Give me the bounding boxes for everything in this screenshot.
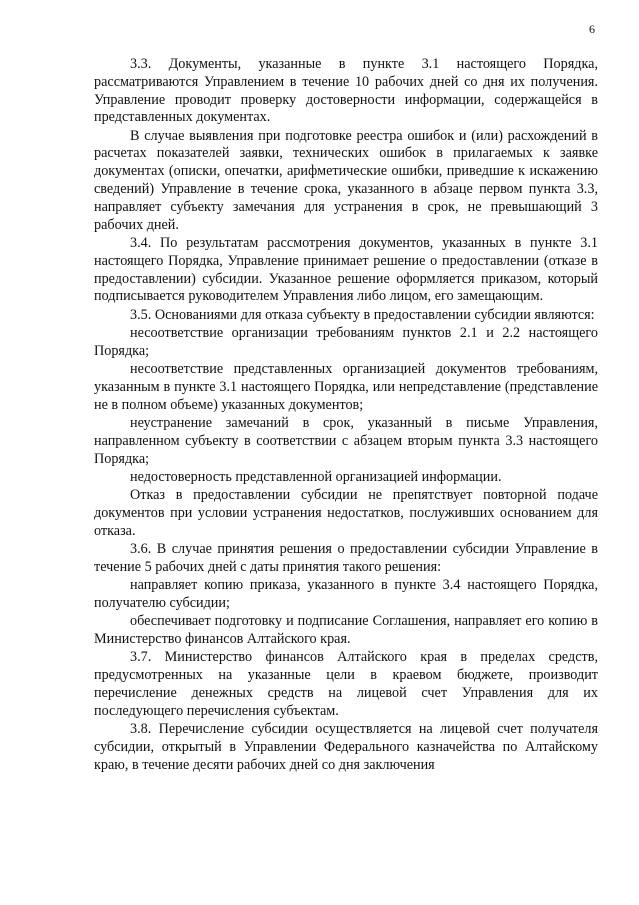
refusal-reason-2: несоответствие представленных организацией документов требованиям, указанным в пункте 3.1 настоящего Порядка, или непредставление (представление не в полном объеме) указанных документов;	[94, 361, 598, 413]
paragraph-3-3-errors: В случае выявления при подготовке реестра ошибок и (или) расхождений в расчетах показателей заявки, технических ошибок в прилагаемых к заявке документах (описки, опечатки, арифметические ошибки, приведшие к искажению сведений) Управление в течение срока, указанного в абзаце первом пункта 3.3, направляет субъекту замечания для устранения в срок, не превышающий 3 рабочих дней.	[94, 127, 598, 233]
paragraph-3-5: 3.5. Основаниями для отказа субъекту в предоставлении субсидии являются:	[130, 306, 595, 323]
paragraph-3-6-item-2: обеспечивает подготовку и подписание Соглашения, направляет его копию в Министерство финансов Алтайского края.	[94, 613, 598, 647]
paragraph-3-8: 3.8. Перечисление субсидии осуществляется на лицевой счет получателя субсидии, открытый в Управлении Федерального казначейства по Алтайскому краю, в течение десяти рабочих дней со дня заключения	[94, 720, 598, 773]
document-body	[94, 56, 598, 774]
refusal-reason-4: недостоверность представленной организацией информации.	[130, 468, 502, 485]
paragraph-3-3: 3.3. Документы, указанные в пункте 3.1 настоящего Порядка, рассматриваются Управлением в течение 10 рабочих дней со дня их получения. Управление проводит проверку достоверности информации, содержащейся в представленных документах.	[94, 56, 598, 126]
refusal-reason-3: неустранение замечаний в срок, указанный в письме Управления, направленном субъекту в соответствии с абзацем вторым пункта 3.3 настоящего Порядка;	[94, 414, 598, 467]
paragraph-refusal-note: Отказ в предоставлении субсидии не препятствует повторной подаче документов при условии устранения недостатков, послуживших основанием для отказа.	[94, 487, 598, 539]
paragraph-3-6: 3.6. В случае принятия решения о предоставлении субсидии Управление в течение 5 рабочих дней с даты принятия такого решения:	[94, 541, 598, 575]
paragraph-3-4: 3.4. По результатам рассмотрения документов, указанных в пункте 3.1 настоящего Порядка, Управление принимает решение о предоставлении (отказе в предоставлении) субсидии. Указанное решение оформляется приказом, который подписывается руководителем Управления либо лицом, его замещающим.	[94, 234, 598, 305]
page-number: 6	[589, 22, 595, 36]
paragraph-3-7: 3.7. Министерство финансов Алтайского края в пределах средств, предусмотренных на указанные цели в краевом бюджете, производит перечисление денежных средств на лицевой счет Управления для их последующего перечисления субъектам.	[94, 649, 598, 719]
paragraph-3-6-item-1: направляет копию приказа, указанного в пункте 3.4 настоящего Порядка, получателю субсидии;	[94, 577, 598, 611]
refusal-reason-1: несоответствие организации требованиям пунктов 2.1 и 2.2 настоящего Порядка;	[94, 324, 598, 359]
